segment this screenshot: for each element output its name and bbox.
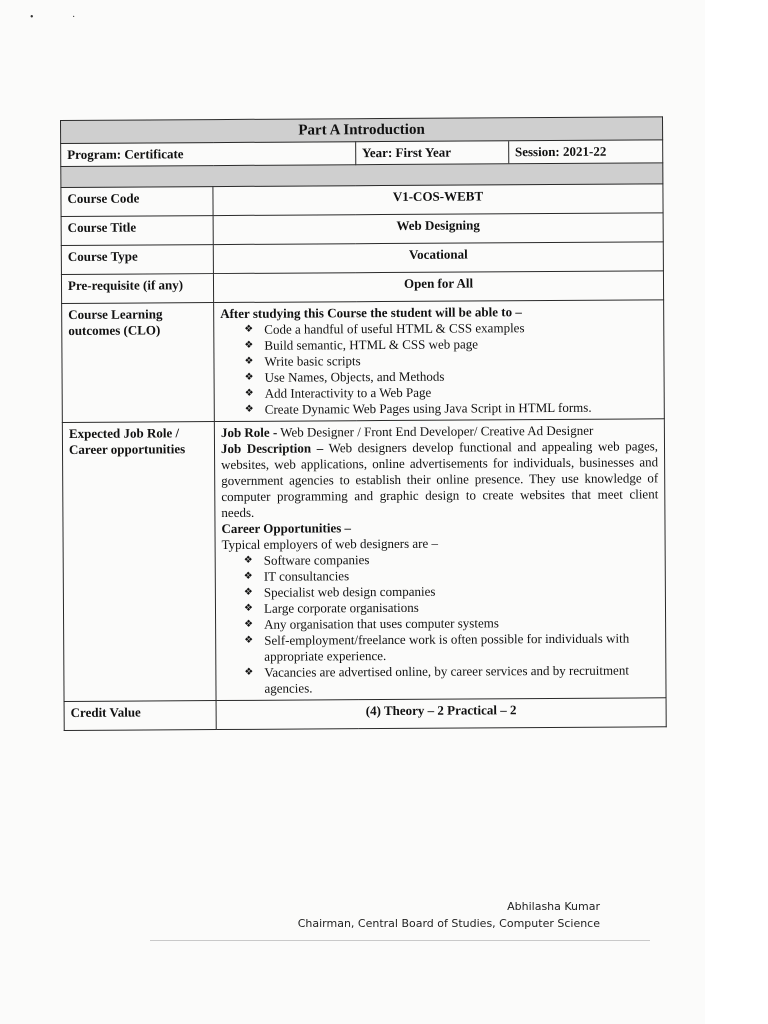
job-role-text: Web Designer / Front End Developer/ Creative Ad Designer: [280, 422, 594, 440]
course-title-row: [61, 213, 663, 246]
year-cell: Year: First Year: [356, 141, 509, 164]
career-list: [222, 550, 660, 697]
list-item: ❖ Use Names, Objects, and Methods: [265, 367, 658, 385]
clo-list: [220, 319, 658, 418]
career-label: Career Opportunities –: [221, 520, 352, 537]
list-item: ❖ Build semantic, HTML & CSS web page: [264, 335, 657, 353]
signatory-name: Abhilasha Kumar: [507, 900, 600, 913]
prereq-value: Open for All: [213, 271, 663, 303]
page-margin: [705, 0, 768, 1024]
job-content: [214, 419, 666, 701]
clo-content: [214, 300, 665, 422]
course-code-row: [61, 184, 663, 217]
footer-line: [150, 940, 650, 941]
clo-label: Course Learning outcomes (CLO): [62, 303, 215, 423]
course-title-label: Course Title: [61, 216, 213, 246]
session-cell: Session: 2021-22: [514, 143, 607, 160]
list-item: ❖ Software companies: [264, 550, 659, 568]
course-type-label: Course Type: [61, 245, 213, 275]
list-item: ❖ IT consultancies: [264, 566, 659, 584]
job-desc-text: Web designers develop functional and appealing web pages, websites, web applications, online advertisements for individuals, businesses and government agencies to establish their online presence. They use knowledge of computer programming and graphic design to create websites that meet client needs.: [221, 438, 659, 521]
list-item: ❖ Code a handful of useful HTML & CSS examples: [264, 319, 657, 337]
course-code-value: V1-COS-WEBT: [213, 184, 663, 216]
list-item: ❖ Create Dynamic Web Pages using Java Script in HTML forms.: [265, 399, 658, 417]
course-title-value: Web Designing: [213, 213, 663, 245]
list-item: ❖ Write basic scripts: [264, 351, 657, 369]
job-desc-label: Job Description –: [220, 440, 324, 457]
signatory-designation: Chairman, Central Board of Studies, Computer Science: [297, 917, 600, 930]
program-cell: Program: Certificate: [61, 142, 356, 167]
list-item: ❖ Add Interactivity to a Web Page: [265, 383, 658, 401]
scan-specks: • ·: [30, 12, 94, 23]
credit-row: [64, 698, 666, 731]
course-type-value: Vocational: [213, 242, 663, 274]
credit-label: Credit Value: [64, 701, 216, 731]
job-label: Expected Job Role / Career opportunities: [62, 422, 216, 702]
career-intro: Typical employers of web designers are –: [221, 535, 439, 553]
course-code-label: Course Code: [61, 187, 213, 217]
list-item: ❖ Any organisation that uses computer systems: [264, 614, 659, 632]
clo-row: [62, 300, 665, 423]
list-item: ❖ Large corporate organisations: [264, 598, 659, 616]
credit-value: (4) Theory – 2 Practical – 2: [216, 698, 666, 730]
list-item: ❖ Specialist web design companies: [264, 582, 659, 600]
clo-intro: After studying this Course the student will be able to –: [220, 304, 522, 322]
job-row: [62, 419, 666, 702]
course-type-row: [61, 242, 663, 275]
table-title: Part A Introduction: [61, 117, 663, 144]
list-item: ❖ Self-employment/freelance work is often possible for individuals with appropriate experience.: [264, 630, 659, 664]
prereq-label: Pre-requisite (if any): [61, 274, 213, 304]
prereq-row: [61, 271, 663, 304]
job-role-label: Job Role -: [220, 424, 278, 441]
syllabus-table: [60, 116, 667, 731]
list-item: ❖ Vacancies are advertised online, by career services and by recruitment agencies.: [264, 662, 659, 696]
